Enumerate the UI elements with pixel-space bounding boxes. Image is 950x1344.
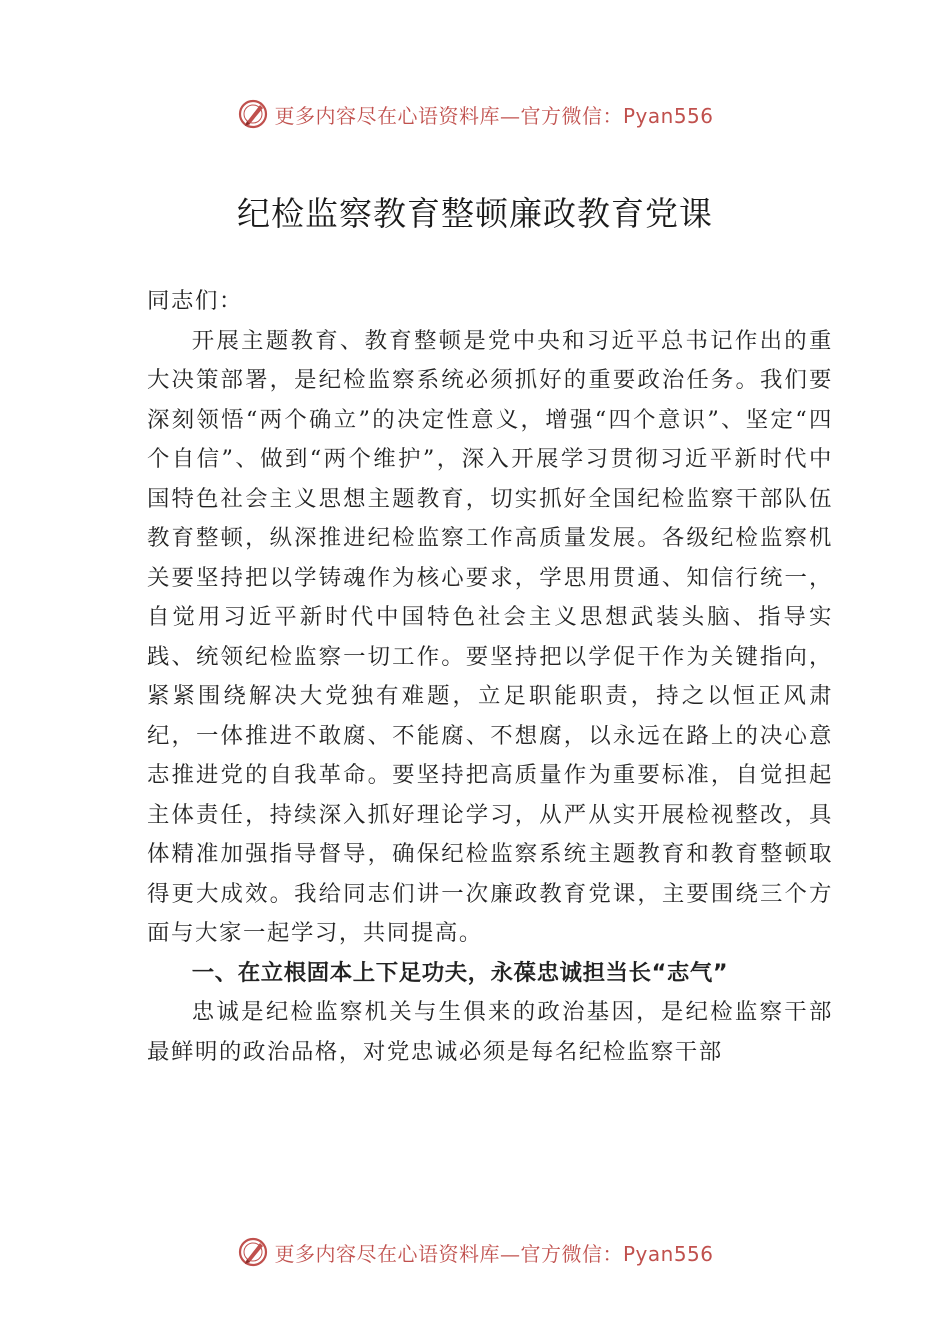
document-body <box>147 282 833 1072</box>
watermark-banner-top <box>0 94 950 134</box>
section-heading: 一、在立根固本上下足功夫，永葆忠诚担当长“志气” <box>191 959 729 986</box>
watermark-text: 更多内容尽在心语资料库—官方微信：Pyan556 <box>274 103 714 128</box>
body-paragraph: 开展主题教育、教育整顿是党中央和习近平总书记作出的重大决策部署，是纪检监察系统必须抓好的重要政治任务。我们要深刻领悟“两个确立”的决定性意义，增强“四个意识”、坚定“四个自信”、做到“两个维护”，深入开展学习贯彻习近平新时代中国特色社会主义思想主题教育，切实抓好全国纪检监察干部队伍教育整顿，纵深推进纪检监察工作高质量发展。各级纪检监察机关要坚持把以学铸魂作为核心要求，学思用贯通、知信行统一，自觉用习近平新时代中国特色社会主义思想武装头脑、指导实践、统领纪检监察一切工作。要坚持把以学促干作为关键指向，紧紧围绕解决大党独有难题，立足职能职责，持之以恒正风肃纪，一体推进不敢腐、不能腐、不想腐，以永远在路上的决心意志推进党的自我革命。要坚持把高质量作为重要标准，自觉担起主体责任，持续深入抓好理论学习，从严从实开展检视整改，具体精准加强指导督导，确保纪检监察系统主题教育和教育整顿取得更大成效。我给同志们讲一次廉政教育党课，主要围绕三个方面与大家一起学习，共同提高。 <box>147 327 833 946</box>
ink-pen-logo-icon <box>236 1235 270 1269</box>
salutation: 同志们： <box>147 288 243 314</box>
watermark-banner-bottom <box>0 1232 950 1272</box>
ink-pen-logo-icon <box>236 97 270 131</box>
document-title: 纪检监察教育整顿廉政教育党课 <box>237 194 713 233</box>
section-paragraph: 忠诚是纪检监察机关与生俱来的政治基因，是纪检监察干部最鲜明的政治品格，对党忠诚必须是每名纪检监察干部 <box>147 999 833 1065</box>
watermark-text: 更多内容尽在心语资料库—官方微信：Pyan556 <box>274 1241 714 1266</box>
